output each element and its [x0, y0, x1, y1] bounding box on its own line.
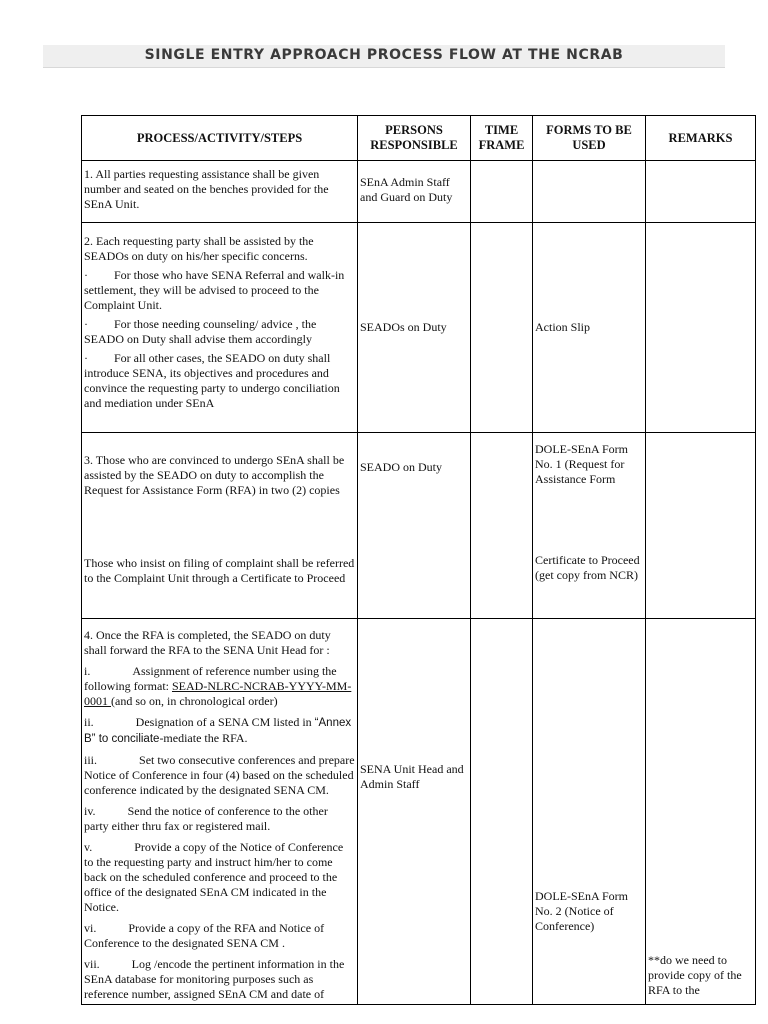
step-3-complaint-text: Those who insist on filing of complaint shall be referred to the Complaint Unit through a Certificate to Proceed — [84, 556, 355, 585]
step-1-cell — [82, 161, 358, 223]
title-bar — [43, 45, 725, 68]
step-4-item-i: i. Assignment of reference number using the following format: SEAD-NLRC-NCRAB-YYYY-MM-0001 (and so on, in chronological order) — [84, 664, 352, 708]
persons-text: SEnA Admin Staff and Guard on Duty — [360, 175, 453, 204]
step-4-text: 4. Once the RFA is completed, the SEADO on duty shall forward the RFA to the SENA Unit Head for : — [84, 628, 331, 657]
table-header-row — [82, 116, 756, 161]
step-2-text: 2. Each requesting party shall be assisted by the SEADOs on duty on his/her specific concerns. — [84, 234, 314, 263]
step-4-item-iv: iv. Send the notice of conference to the other party either thru fax or registered mail. — [84, 804, 328, 833]
persons-text: SEADO on Duty — [360, 460, 443, 474]
step-4-forms — [533, 619, 646, 1005]
step-3-remarks — [646, 433, 756, 619]
table-row — [82, 619, 756, 1005]
step-4-item-vii: vii. Log /encode the pertinent information in the SEnA database for monitoring purposes such as reference number, assigned SEnA CM and date of — [84, 957, 345, 1001]
step-3-time — [471, 433, 533, 619]
table-row — [82, 161, 756, 223]
header-forms: FORMS TO BE USED — [533, 116, 646, 161]
table-row — [82, 223, 756, 433]
step-3-cell — [82, 433, 358, 619]
step-1-text: 1. All parties requesting assistance shall be given number and seated on the benches provided for the SEnA Unit. — [84, 167, 329, 211]
step-3-text: 3. Those who are convinced to undergo SEnA shall be assisted by the SEADO on duty to accomplish the Request for Assistance Form (RFA) in two (2) copies — [84, 453, 345, 497]
step-1-time — [471, 161, 533, 223]
table-row — [82, 433, 756, 619]
forms-text-2: Certificate to Proceed (get copy from NCR) — [535, 553, 640, 582]
step-2-bullet-3: · For all other cases, the SEADO on duty shall introduce SENA, its objectives and procedures and convince the requesting party to undergo conciliation and mediation under SEnA — [84, 351, 340, 410]
forms-text: Action Slip — [535, 320, 591, 334]
step-4-item-ii: ii. Designation of a SENA CM listed in “Annex B” to conciliate-mediate the RFA. — [84, 715, 352, 745]
step-4-item-iii: iii. Set two consecutive conferences and prepare Notice of Conference in four (4) based on the scheduled conference indicated by the designated SENA CM. — [84, 753, 355, 797]
page-title: SINGLE ENTRY APPROACH PROCESS FLOW AT THE NCRAB — [144, 47, 624, 63]
step-2-persons — [358, 223, 471, 433]
header-remarks: REMARKS — [646, 116, 756, 161]
step-4-item-vi: vi. Provide a copy of the RFA and Notice of Conference to the designated SENA CM . — [84, 921, 325, 950]
step-2-bullet-2: · For those needing counseling/ advice , the SEADO on Duty shall advise them accordingly — [84, 317, 317, 346]
step-4-item-v: v. Provide a copy of the Notice of Conference to the requesting party and instruct him/her to come back on the scheduled conference and proceed to the office of the designated SEnA CM indicated in the Notice. — [84, 840, 344, 914]
forms-text: DOLE-SEnA Form No. 1 (Request for Assistance Form — [535, 442, 628, 486]
remarks-text: **do we need to provide copy of the RFA to the — [648, 953, 742, 997]
step-2-forms — [533, 223, 646, 433]
persons-text: SENA Unit Head and Admin Staff — [360, 762, 464, 791]
header-time: TIME FRAME — [471, 116, 533, 161]
persons-text: SEADOs on Duty — [360, 320, 447, 334]
step-2-bullet-1: · For those who have SENA Referral and walk-in settlement, they will be advised to proceed to the Complaint Unit. — [84, 268, 345, 312]
step-4-cell — [82, 619, 358, 1005]
step-4-time — [471, 619, 533, 1005]
header-process: PROCESS/ACTIVITY/STEPS — [82, 116, 358, 161]
forms-text: DOLE-SEnA Form No. 2 (Notice of Conference) — [535, 889, 628, 933]
step-2-remarks — [646, 223, 756, 433]
process-flow-table — [81, 115, 756, 1005]
step-1-persons — [358, 161, 471, 223]
step-3-persons — [358, 433, 471, 619]
step-2-time — [471, 223, 533, 433]
step-1-forms — [533, 161, 646, 223]
step-3-forms — [533, 433, 646, 619]
header-persons: PERSONS RESPONSIBLE — [358, 116, 471, 161]
step-1-remarks — [646, 161, 756, 223]
step-2-cell — [82, 223, 358, 433]
step-4-persons — [358, 619, 471, 1005]
step-4-remarks — [646, 619, 756, 1005]
